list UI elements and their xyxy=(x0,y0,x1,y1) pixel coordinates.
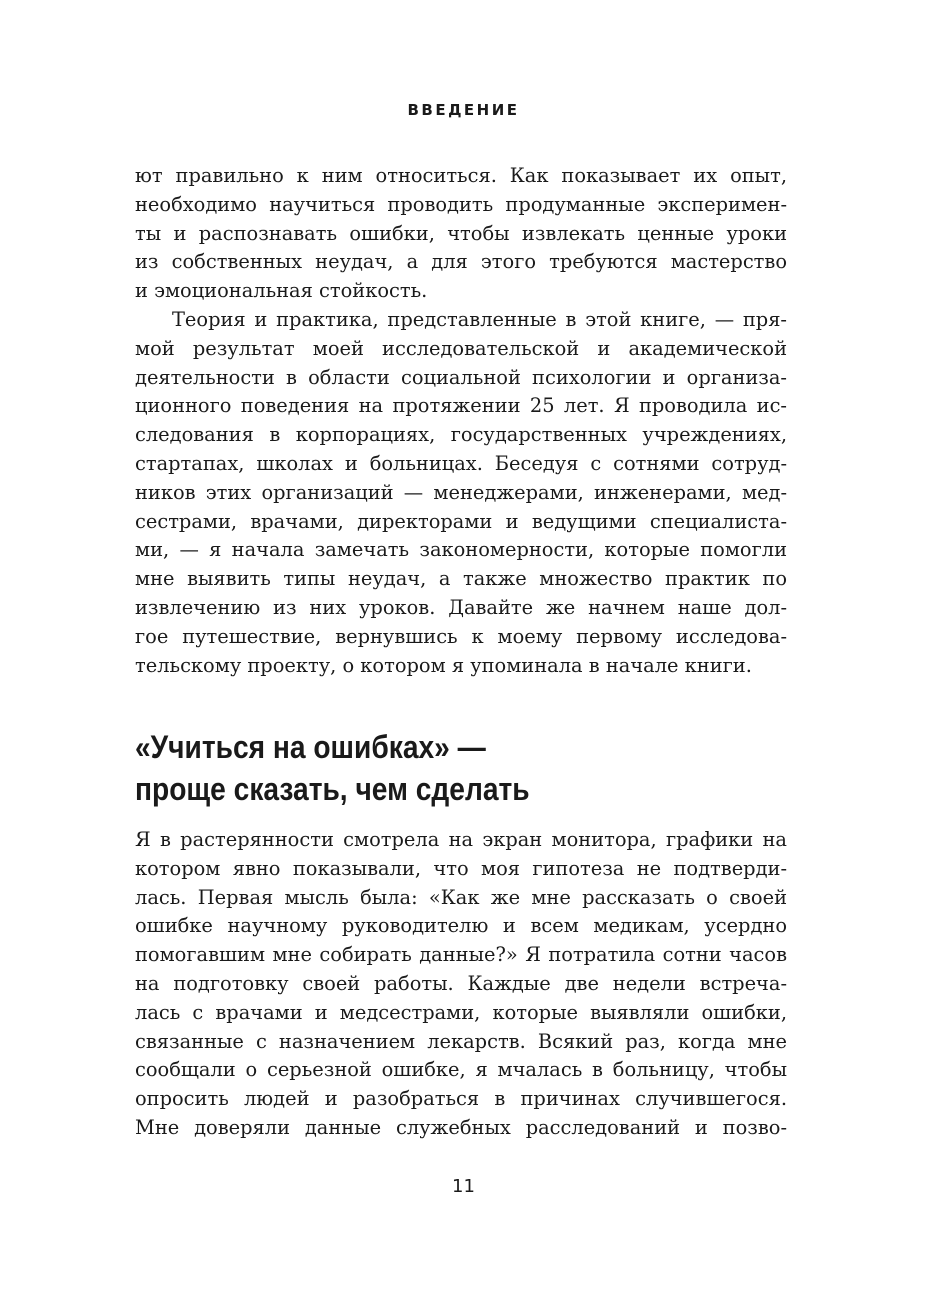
text-line: Теория и практика, представленные в этой книге, — пря- xyxy=(172,307,787,331)
text-line: ты и распознавать ошибки, чтобы извлекать ценные уроки xyxy=(135,221,787,245)
text-line: котором явно показывали, что моя гипотеза не подтверди- xyxy=(135,856,787,880)
section-heading-line: «Учиться на ошибках» — xyxy=(135,729,486,765)
text-line: лась с врачами и медсестрами, которые выявляли ошибки, xyxy=(135,1000,787,1024)
text-line: опросить людей и разобраться в причинах случившегося. xyxy=(135,1087,787,1111)
text-line: связанные с назначением лекарств. Всякий раз, когда мне xyxy=(135,1029,787,1053)
body-text-top xyxy=(135,162,787,680)
text-line: помогавшим мне собирать данные?» Я потратила сотни часов xyxy=(135,943,787,967)
text-line: на подготовку своей работы. Каждые две недели встреча- xyxy=(135,971,787,995)
text-line: сестрами, врачами, директорами и ведущими специалиста- xyxy=(135,509,787,533)
page-number: 11 xyxy=(452,1176,475,1197)
text-line: необходимо научиться проводить продуманные эксперимен- xyxy=(135,192,787,216)
text-line: стартапах, школах и больницах. Беседуя с сотнями сотруд- xyxy=(135,451,787,475)
paragraph-theory-practice xyxy=(135,306,787,680)
text-line: деятельности в области социальной психологии и организа- xyxy=(135,365,787,389)
paragraph-monitor xyxy=(135,826,787,1143)
body-text-bottom xyxy=(135,826,787,1143)
running-head: ВВЕДЕНИЕ xyxy=(407,101,520,119)
text-line: мне выявить типы неудач, а также множество практик по xyxy=(135,567,787,591)
text-line: лась. Первая мысль была: «Как же мне рассказать о своей xyxy=(135,885,787,909)
text-line: Я в растерянности смотрела на экран монитора, графики на xyxy=(135,828,787,851)
text-line: ников этих организаций — менеджерами, инженерами, мед- xyxy=(135,480,787,504)
text-line: гое путешествие, вернувшись к моему первому исследова- xyxy=(135,624,787,648)
text-line: и эмоциональная стойкость. xyxy=(135,279,428,303)
text-line: извлечению из них уроков. Давайте же начнем наше дол- xyxy=(135,595,787,619)
text-line: ошибке научному руководителю и всем медикам, усердно xyxy=(135,914,787,938)
text-line: Мне доверяли данные служебных расследований и позво- xyxy=(135,1115,787,1139)
text-line: ционного поведения на протяжении 25 лет. Я проводила ис- xyxy=(135,394,787,418)
text-line: из собственных неудач, а для этого требуются мастерство xyxy=(135,250,787,274)
text-line: ми, — я начала замечать закономерности, которые помогли xyxy=(135,538,787,562)
section-heading-line: проще сказать, чем сделать xyxy=(135,771,530,807)
paragraph-continuation xyxy=(135,162,787,306)
text-line: ют правильно к ним относиться. Как показывает их опыт, xyxy=(135,164,787,187)
section-heading xyxy=(135,726,795,810)
text-line: мой результат моей исследовательской и академической xyxy=(135,336,787,360)
text-line: следования в корпорациях, государственных учреждениях, xyxy=(135,423,787,447)
text-line: тельскому проекту, о котором я упоминала в начале книги. xyxy=(135,653,752,677)
text-line: сообщали о серьезной ошибке, я мчалась в больницу, чтобы xyxy=(135,1058,787,1082)
